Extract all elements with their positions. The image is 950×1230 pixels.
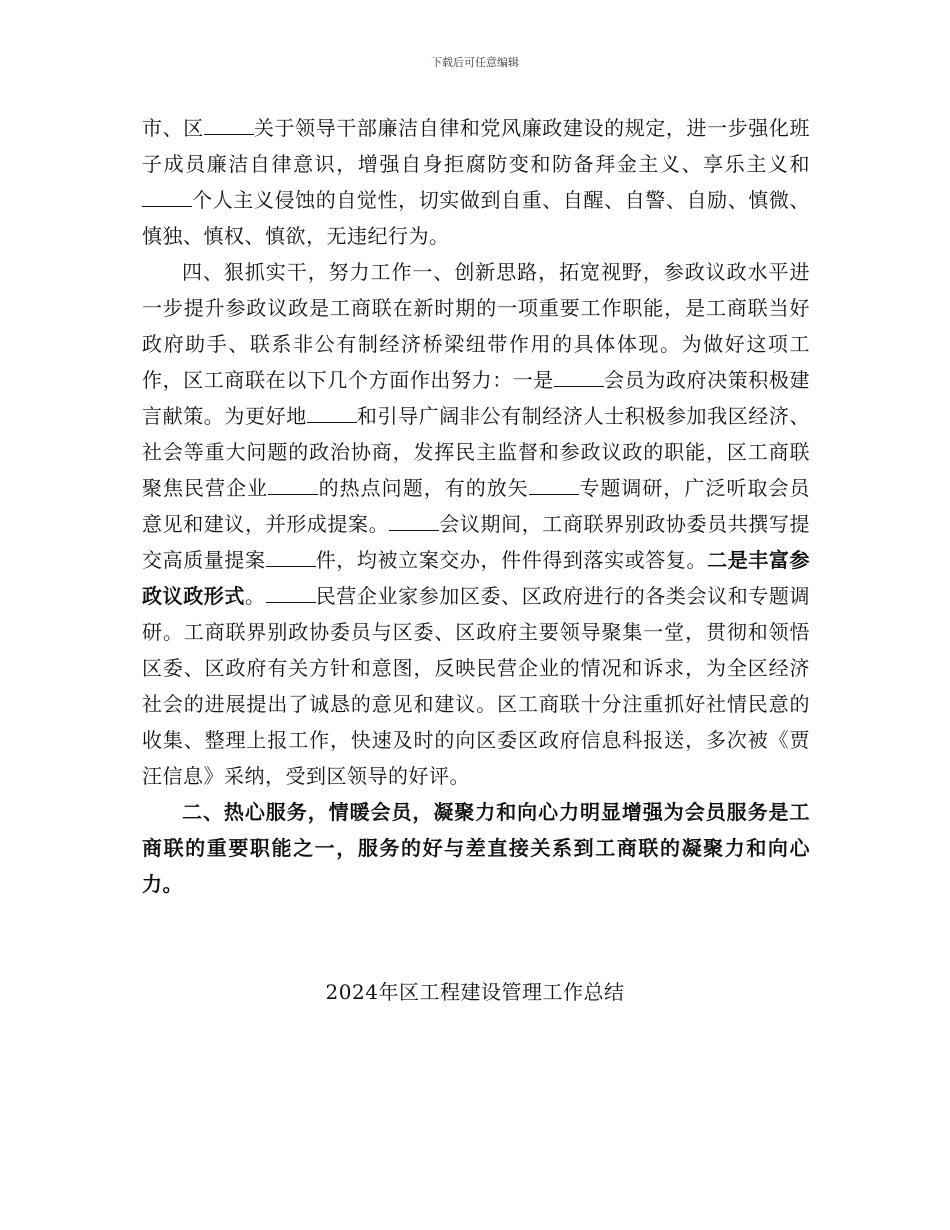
text-run: 市、区 (142, 116, 204, 140)
paragraph-political-consultation (142, 254, 810, 794)
text-run: 和引导广阔非公有制经济人士积极参加我区经济、社会等重大问题的政治协商，发挥民主监督和参政议政的职能，区工商联聚焦民营企业 (142, 404, 811, 500)
text-run: 会员为政府决策积极建言献策。为更好地 (142, 368, 811, 428)
text-run: 。 (245, 584, 266, 608)
document-body (142, 110, 810, 902)
blank-line (268, 473, 318, 495)
section-heading-block (142, 794, 810, 902)
bold-subheading: 二是丰富参政议政形式 (142, 548, 811, 608)
text-run: 的热点问题，有的放矢 (318, 476, 529, 500)
blank-line (554, 365, 604, 387)
blank-line (307, 401, 357, 423)
text-run: 关于领导干部廉洁自律和党风廉政建设的规定，进一步强化班子成员廉洁自律意识，增强自身拒腐防变和防备拜金主义、享乐主义和 (142, 116, 811, 176)
paragraph-discipline (142, 110, 810, 254)
text-run: 件，均被立案交办，件件得到落实或答复。 (315, 548, 708, 572)
blank-line (204, 113, 254, 135)
document-title: 2024年区工程建设管理工作总结 (325, 980, 625, 1004)
text-run: 民营企业家参加区委、区政府进行的各类会议和专题调研。工商联界别政协委员与区委、区政府主要领导聚集一堂，贯彻和领悟区委、区政府有关方针和意图，反映民营企业的情况和诉求，为全区经济社会的进展提出了诚恳的意见和建议。区工商联十分注重抓好社情民意的收集、整理上报工作，快速及时的向区委区政府信息科报送，多次被《贾汪信息》采纳，受到区领导的好评。 (142, 584, 811, 788)
blank-line (266, 581, 316, 603)
text-run: 个人主义侵蚀的自觉性，切实做到自重、自醒、自警、自励、慎微、慎独、慎权、慎欲，无违纪行为。 (142, 188, 810, 248)
text-run: 会议期间，工商联界别政协委员共撰写提交高质量提案 (142, 512, 811, 572)
blank-line (266, 545, 316, 567)
text-run: 四、狠抓实干，努力工作一、创新思路，拓宽视野，参政议政水平进一步提升参政议政是工商联在新时期的一项重要工作职能，是工商联当好政府助手、联系非公有制经济桥梁纽带作用的具体体现。为做好这项工作，区工商联在以下几个方面作出努力：一是 (142, 260, 810, 392)
blank-line (389, 509, 439, 531)
page-header: 下载后可任意编辑 (431, 56, 519, 69)
section-heading: 二、热心服务，情暖会员，凝聚力和向心力明显增强为会员服务是工商联的重要职能之一，服务的好与差直接关系到工商联的凝聚力和向心力。 (142, 800, 810, 896)
text-run: 专题调研，广泛听取会员意见和建议，并形成提案。 (142, 476, 811, 536)
blank-line (142, 185, 192, 207)
blank-line (529, 473, 579, 495)
